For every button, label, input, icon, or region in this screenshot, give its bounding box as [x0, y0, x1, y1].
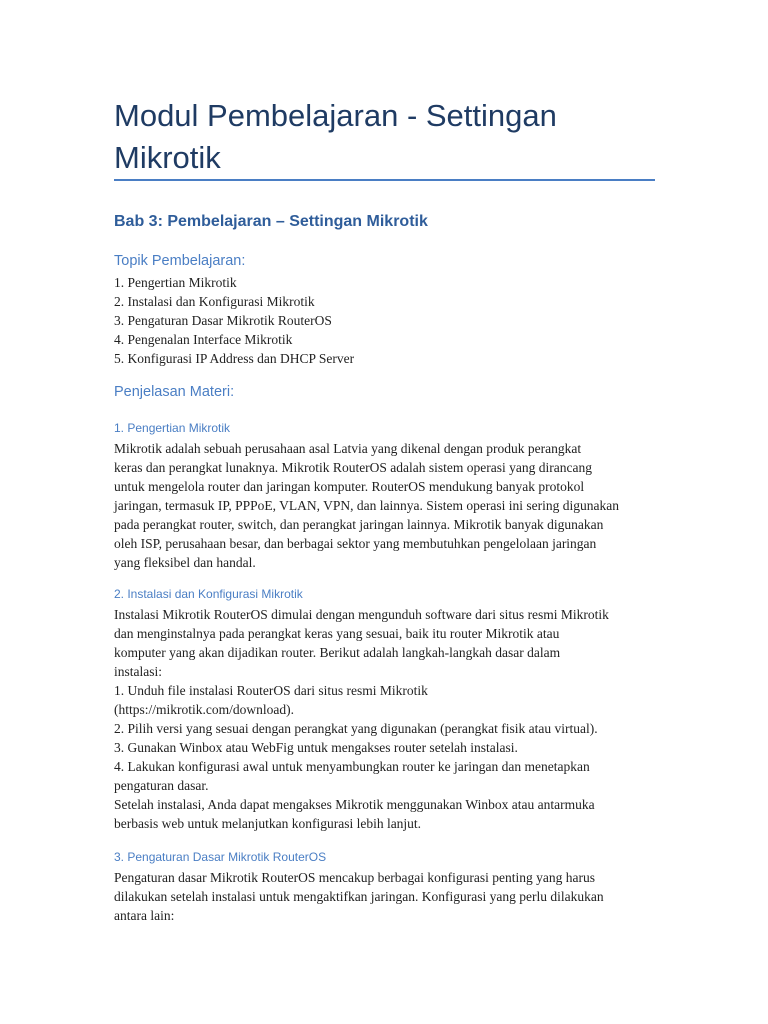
- paragraph-line: antara lain:: [114, 908, 175, 923]
- paragraph-line: untuk mengelola router dan jaringan komputer. RouterOS mendukung banyak protokol: [114, 479, 585, 494]
- title-underline: [114, 179, 655, 181]
- paragraph-line: dan menginstalnya pada perangkat keras yang sesuai, baik itu router Mikrotik atau: [114, 626, 560, 641]
- topic-item: 2. Instalasi dan Konfigurasi Mikrotik: [114, 294, 315, 309]
- chapter-heading: Bab 3: Pembelajaran – Settingan Mikrotik: [114, 213, 428, 230]
- topics-heading: Topik Pembelajaran:: [114, 253, 246, 269]
- paragraph-line: keras dan perangkat lunaknya. Mikrotik RouterOS adalah sistem operasi yang dirancang: [114, 460, 592, 475]
- paragraph-line: pengaturan dasar.: [114, 778, 209, 793]
- paragraph-line: Pengaturan dasar Mikrotik RouterOS mencakup berbagai konfigurasi penting yang harus: [114, 870, 596, 885]
- paragraph-line: 3. Gunakan Winbox atau WebFig untuk mengakses router setelah instalasi.: [114, 740, 518, 755]
- topic-list: [114, 273, 354, 368]
- paragraph-line: jaringan, termasuk IP, PPPoE, VLAN, VPN, dan lainnya. Sistem operasi ini sering digunakan: [114, 498, 619, 513]
- section-paragraph: [114, 868, 655, 925]
- section-paragraph: [114, 605, 655, 833]
- paragraph-line: berbasis web untuk melanjutkan konfigurasi lebih lanjut.: [114, 816, 422, 831]
- explanation-heading: Penjelasan Materi:: [114, 384, 235, 400]
- paragraph-line: 4. Lakukan konfigurasi awal untuk menyambungkan router ke jaringan dan menetapkan: [114, 759, 590, 774]
- paragraph-line: oleh ISP, perusahaan besar, dan berbagai sektor yang membutuhkan pengelolaan jaringan: [114, 536, 597, 551]
- topic-item: 1. Pengertian Mikrotik: [114, 275, 237, 290]
- paragraph-line: komputer yang akan dijadikan router. Berikut adalah langkah-langkah dasar dalam: [114, 645, 561, 660]
- paragraph-line: 2. Pilih versi yang sesuai dengan perangkat yang digunakan (perangkat fisik atau virtual).: [114, 721, 598, 736]
- paragraph-line: yang fleksibel dan handal.: [114, 555, 256, 570]
- section-heading: 2. Instalasi dan Konfigurasi Mikrotik: [114, 587, 303, 601]
- topic-item: 4. Pengenalan Interface Mikrotik: [114, 332, 293, 347]
- section-heading: 3. Pengaturan Dasar Mikrotik RouterOS: [114, 850, 327, 864]
- document-title: Modul Pembelajaran - Settingan Mikrotik: [114, 98, 557, 175]
- paragraph-line: Mikrotik adalah sebuah perusahaan asal Latvia yang dikenal dengan produk perangkat: [114, 441, 582, 456]
- paragraph-line: Instalasi Mikrotik RouterOS dimulai dengan mengunduh software dari situs resmi Mikrotik: [114, 607, 609, 622]
- paragraph-line: instalasi:: [114, 664, 162, 679]
- paragraph-line: 1. Unduh file instalasi RouterOS dari situs resmi Mikrotik: [114, 683, 428, 698]
- section-heading: 1. Pengertian Mikrotik: [114, 421, 231, 435]
- paragraph-line: dilakukan setelah instalasi untuk mengaktifkan jaringan. Konfigurasi yang perlu dilakukan: [114, 889, 604, 904]
- paragraph-line: Setelah instalasi, Anda dapat mengakses Mikrotik menggunakan Winbox atau antarmuka: [114, 797, 595, 812]
- topic-item: 5. Konfigurasi IP Address dan DHCP Server: [114, 351, 355, 366]
- paragraph-line: pada perangkat router, switch, dan perangkat jaringan lainnya. Mikrotik banyak digunakan: [114, 517, 604, 532]
- paragraph-line: (https://mikrotik.com/download).: [114, 702, 294, 717]
- section-paragraph: [114, 439, 655, 572]
- topic-item: 3. Pengaturan Dasar Mikrotik RouterOS: [114, 313, 332, 328]
